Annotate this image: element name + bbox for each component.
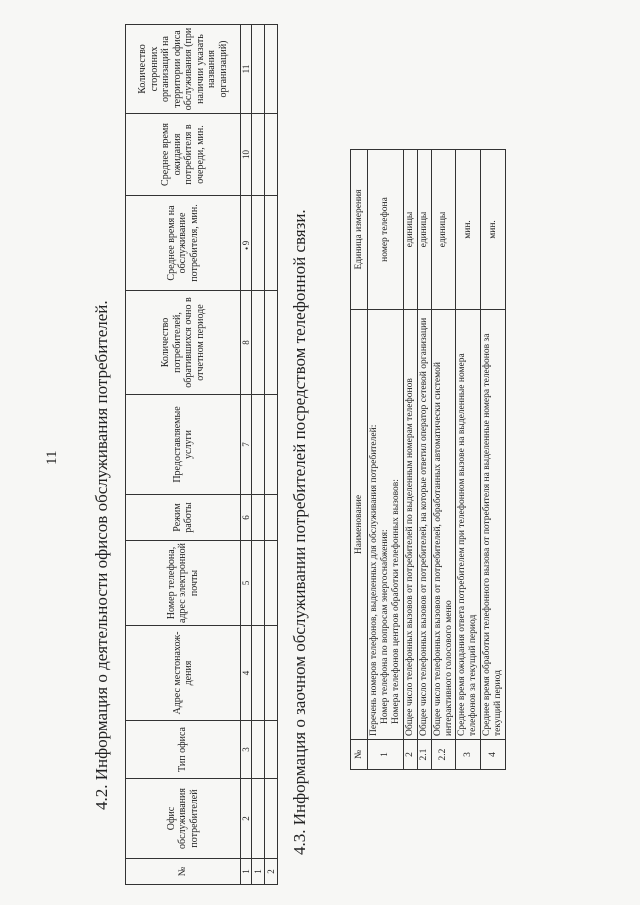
row-number: 1 [252, 859, 265, 885]
empty-cell [265, 779, 278, 859]
column-number: 4 [241, 626, 252, 721]
column-number: 6 [241, 495, 252, 541]
row-name: Общее число телефонных вызовов от потребителей, обработанных автоматически системой интерактивного голосового меню [431, 310, 456, 740]
table-row [265, 25, 278, 885]
row-name: Общее число телефонных вызовов от потребителей по выделенным номерам телефонов [403, 310, 417, 740]
row-number: 2.2 [431, 740, 456, 770]
phone-header-row [351, 150, 368, 770]
empty-cell [252, 721, 265, 779]
table-row [481, 150, 506, 770]
table-row [456, 150, 481, 770]
empty-cell [252, 626, 265, 721]
header-phone-email: Номер телефона, адрес электронной почты [126, 541, 241, 626]
header-office-type: Тип офиса [126, 721, 241, 779]
row-unit: мин. [456, 150, 481, 310]
row-name-text: Перечень номеров телефонов, выделенных для обслуживания потребителей: [369, 424, 379, 736]
empty-cell [252, 495, 265, 541]
header-avg-wait-time: Среднее время ожидания потребителя в очереди, мин. [126, 114, 241, 196]
empty-cell [265, 495, 278, 541]
row-sub-item: Номера телефонов центров обработки телефонных вызовов: [390, 479, 401, 724]
column-number: 2 [241, 779, 252, 859]
offices-table [125, 24, 278, 885]
row-unit: мин. [481, 150, 506, 310]
page-number: 11 [44, 450, 60, 465]
header-num: № [351, 740, 368, 770]
row-number: 1 [368, 740, 404, 770]
header-unit: Единица измерения [351, 150, 368, 310]
row-name: Среднее время ожидания ответа потребителем при телефонном вызове на выделенные номера телефонов за текущий период [456, 310, 481, 740]
column-number: 3 [241, 721, 252, 779]
empty-cell [265, 395, 278, 495]
row-unit: единицы [417, 150, 431, 310]
empty-cell [265, 626, 278, 721]
row-name: Общее число телефонных вызовов от потребителей, на которые ответил оператор сетевой организации [417, 310, 431, 740]
row-number: 2 [403, 740, 417, 770]
empty-cell [252, 114, 265, 196]
empty-cell [252, 25, 265, 114]
empty-cell [265, 196, 278, 291]
header-name: Наименование [351, 310, 368, 740]
column-number: 8 [241, 291, 252, 395]
header-work-mode: Режим работы [126, 495, 241, 541]
row-unit: номер телефона [368, 150, 404, 310]
row-unit: единицы [431, 150, 456, 310]
empty-cell [265, 25, 278, 114]
header-services: Предоставляемые услуги [126, 395, 241, 495]
row-unit: единицы [403, 150, 417, 310]
row-name: Среднее время обработки телефонного вызова от потребителя на выделенные номера телефонов за текущий период [481, 310, 506, 740]
table-row [368, 150, 404, 770]
empty-cell [265, 291, 278, 395]
row-number: 2 [265, 859, 278, 885]
column-number: 10 [241, 114, 252, 196]
header-num: № [126, 859, 241, 885]
column-number: 1 [241, 859, 252, 885]
header-office: Офис обслуживания потребителей [126, 779, 241, 859]
offices-number-row [241, 25, 252, 885]
row-number: 4 [481, 740, 506, 770]
table-row [403, 150, 417, 770]
header-avg-service-time: Среднее время на обслуживание потребителя, мин. [126, 196, 241, 291]
row-name [368, 310, 404, 740]
offices-header-row [126, 25, 241, 885]
empty-cell [265, 541, 278, 626]
header-address: Адрес местонахож-дения [126, 626, 241, 721]
header-consumer-count: Количество потребителей, обратившихся очно в отчетном периоде [126, 291, 241, 395]
column-number: 9 [241, 196, 252, 291]
empty-cell [252, 196, 265, 291]
section-4-3-heading: 4.3. Информация о заочном обслуживании потребителей посредством телефонной связи. [290, 209, 309, 855]
stray-mark: • [242, 246, 252, 250]
table-row [252, 25, 265, 885]
row-number: 2.1 [417, 740, 431, 770]
row-number: 3 [456, 740, 481, 770]
empty-cell [252, 541, 265, 626]
empty-cell [252, 395, 265, 495]
empty-cell [252, 291, 265, 395]
column-number: 5 [241, 541, 252, 626]
section-4-2-heading: 4.2. Информация о деятельности офисов обслуживания потребителей. [92, 300, 111, 810]
empty-cell [265, 114, 278, 196]
empty-cell [265, 721, 278, 779]
empty-cell [252, 779, 265, 859]
row-sub-item: Номер телефона по вопросам энергоснабжения: [379, 529, 390, 724]
table-row [431, 150, 456, 770]
header-third-party-orgs: Количество сторонних организаций на территории офиса обслуживания (при наличии указать названия организаций) [126, 25, 241, 114]
column-number: 11 [241, 25, 252, 114]
column-number: 7 [241, 395, 252, 495]
phone-service-table [350, 149, 506, 770]
table-row [417, 150, 431, 770]
